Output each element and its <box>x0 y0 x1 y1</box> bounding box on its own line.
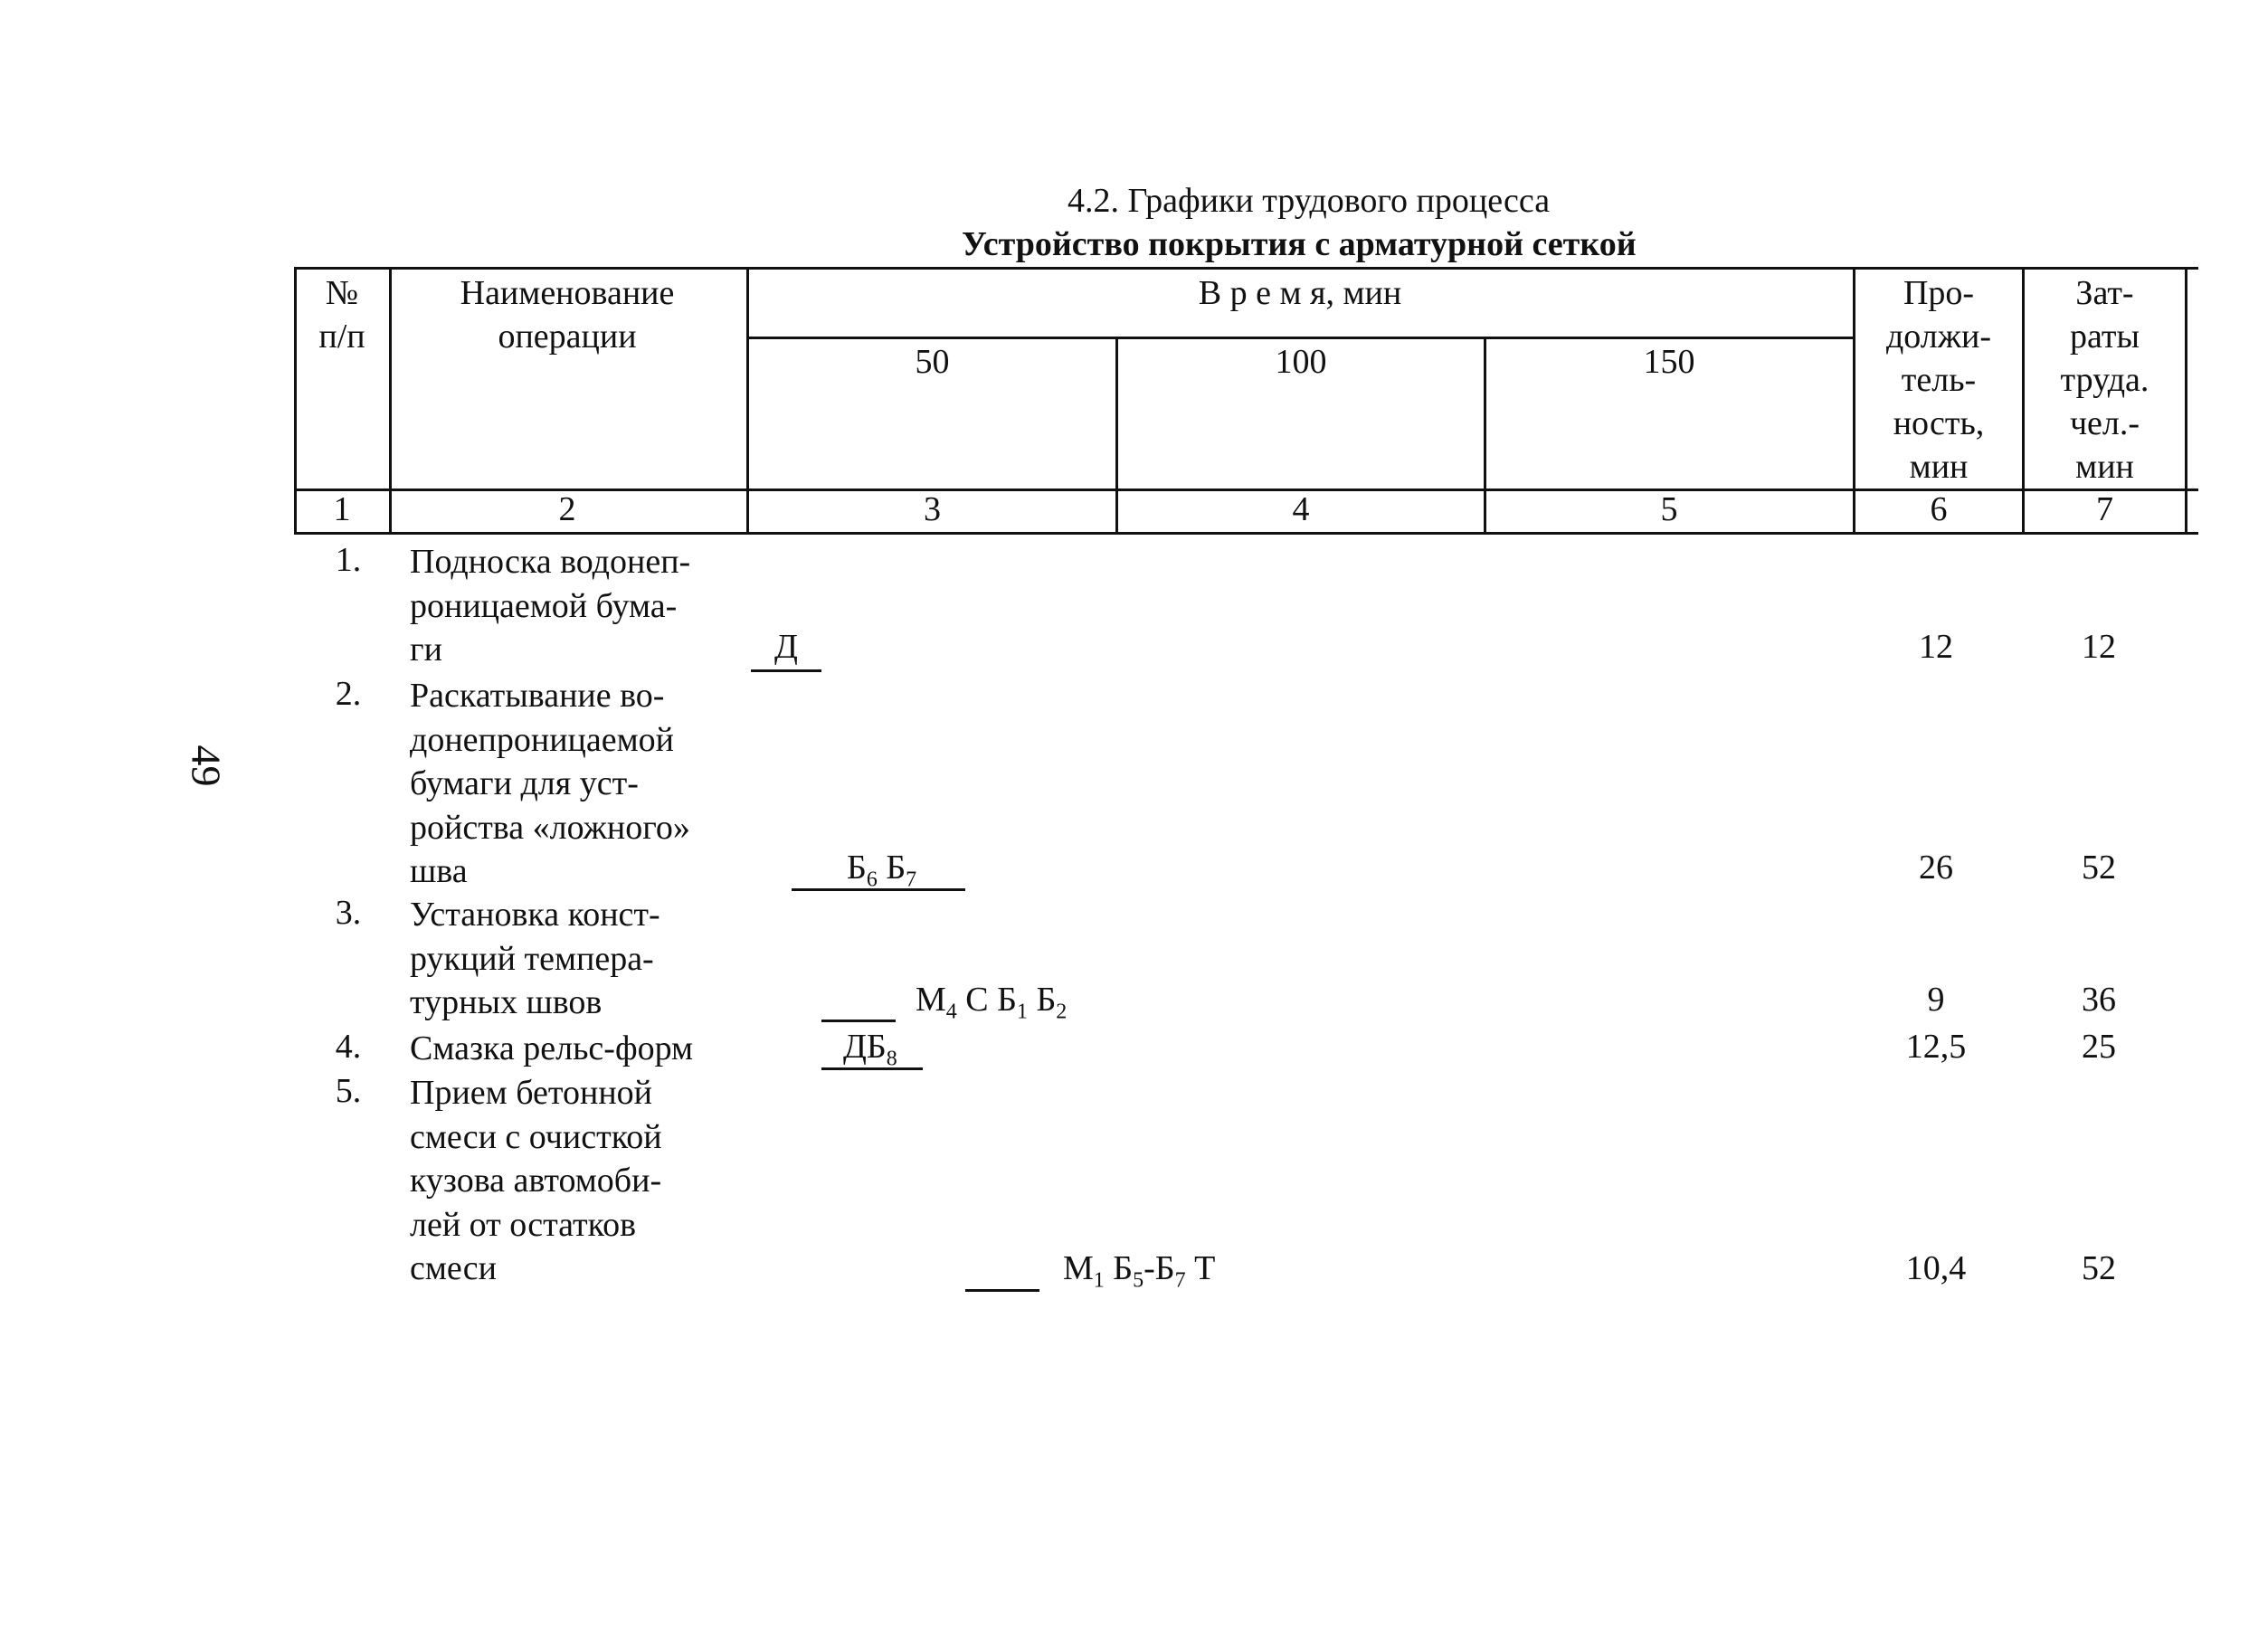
row-number: 5. <box>335 1072 362 1110</box>
header-duration: Про- должи- тель- ность, мин <box>1885 274 1992 486</box>
operation-name: Раскатывание во- донепроницаемой бумаги для уст- ройства «ложного» шва <box>410 677 690 890</box>
schedule-bar <box>792 888 965 891</box>
operation-name: Установка конст- рукций темпера- турных швов <box>410 896 660 1021</box>
duration-value: 10,4 <box>1905 1249 1967 1287</box>
row-number: 2. <box>335 675 362 713</box>
labor-value: 25 <box>2082 1028 2116 1066</box>
column-number: 2 <box>558 490 576 528</box>
row-number: 1. <box>335 541 362 579</box>
crew-label: $М_4$ С $Б_1$ $Б_2$ <box>916 981 1068 1024</box>
operation-name: Подноска водонеп- роницаемой бума- ги <box>410 543 691 669</box>
header-time: В р е м я, мин <box>1198 274 1402 312</box>
duration-value: 26 <box>1919 849 1953 887</box>
schedule-bar <box>965 1289 1039 1292</box>
row-number: 3. <box>335 894 362 932</box>
operation-name: Прием бетонной смеси с очисткой кузова автомоби- лей от остатков смеси <box>410 1074 662 1287</box>
duration-value: 9 <box>1927 981 1945 1019</box>
time-tick-150: 150 <box>1643 343 1695 381</box>
schedule-bar <box>821 1067 923 1070</box>
time-tick-50: 50 <box>915 343 950 381</box>
labor-value: 52 <box>2082 1249 2116 1287</box>
labor-value: 52 <box>2082 849 2116 887</box>
crew-label: $Б_6$ $Б_7$ <box>847 849 917 892</box>
section-heading: 4.2. Графики трудового процесса <box>1068 182 1551 220</box>
crew-label: $М_1$ $Б_5-Б_7$ Т <box>1063 1249 1216 1293</box>
labor-value: 12 <box>2082 628 2116 666</box>
schedule-bar <box>821 1020 896 1022</box>
table-title: Устройство покрытия с арматурной сеткой <box>962 225 1637 263</box>
crew-label: Д <box>774 628 798 666</box>
column-number: 7 <box>2096 490 2113 528</box>
column-number: 1 <box>333 490 351 528</box>
column-number: 6 <box>1930 490 1948 528</box>
column-number: 3 <box>924 490 941 528</box>
operation-name: Смазка рельс-форм <box>410 1029 694 1067</box>
column-number: 5 <box>1660 490 1678 528</box>
crew-label: $ДБ_8$ <box>843 1028 897 1071</box>
time-tick-100: 100 <box>1275 343 1327 381</box>
header-labor-cost: Зат- раты труда. чел.- мин <box>2060 274 2149 486</box>
page-number: 49 <box>183 745 230 787</box>
header-num: № п/п <box>318 274 365 356</box>
column-number: 4 <box>1292 490 1310 528</box>
duration-value: 12 <box>1919 628 1953 666</box>
duration-value: 12,5 <box>1905 1028 1967 1066</box>
row-number: 4. <box>335 1028 362 1066</box>
header-operation-name: Наименование операции <box>460 274 675 356</box>
schedule-bar <box>751 669 821 672</box>
labor-value: 36 <box>2082 981 2116 1019</box>
